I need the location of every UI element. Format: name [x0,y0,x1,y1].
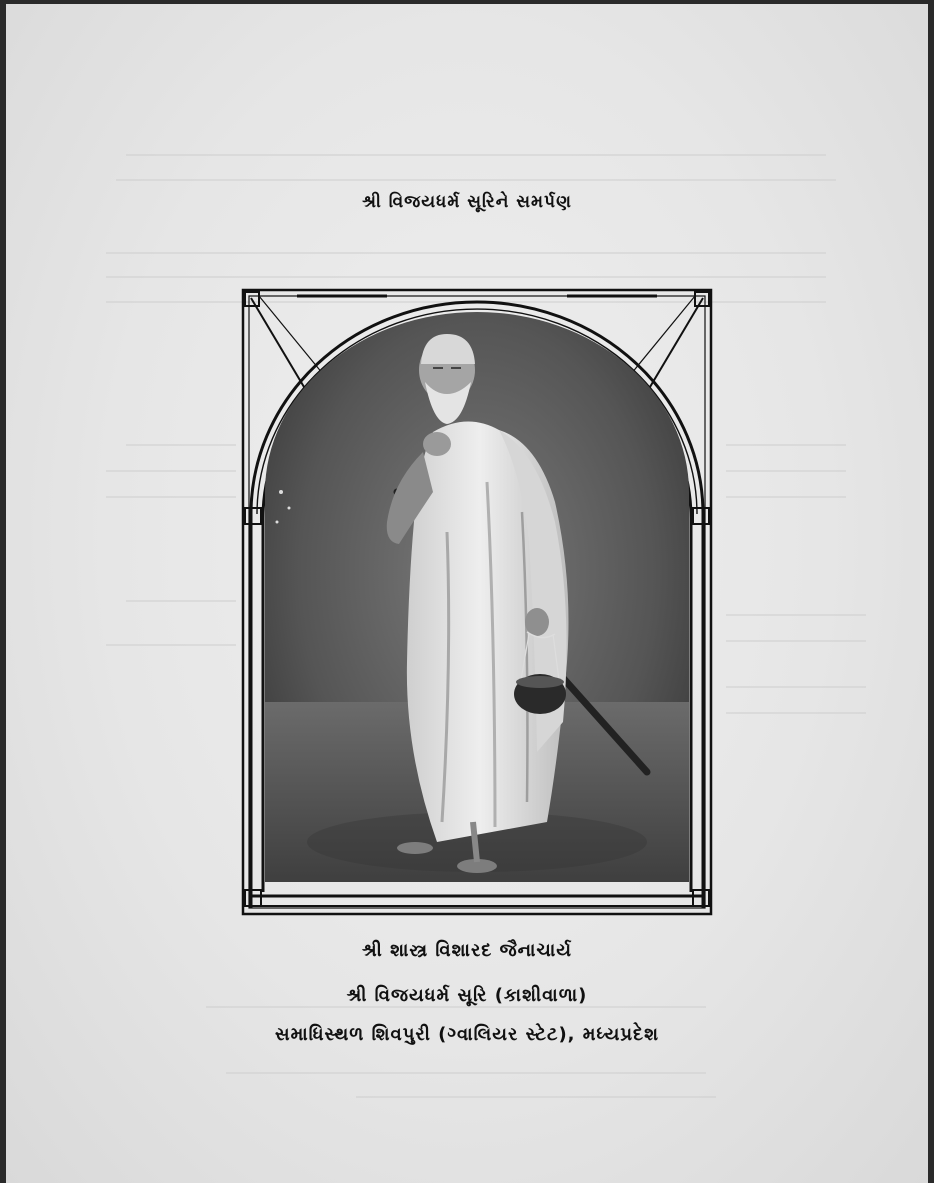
show-through-line [126,154,826,156]
show-through-line [726,470,846,472]
show-through-line [726,444,846,446]
show-through-line [106,470,236,472]
show-through-line [126,600,236,602]
document-page [6,4,928,1183]
show-through-line [726,640,866,642]
dedication-heading: શ્રી વિજયધર્મ સૂરિને સમર્પણ [362,192,572,212]
show-through-line [106,252,826,254]
show-through-line [206,1006,706,1008]
show-through-line [726,496,846,498]
show-through-line [106,496,236,498]
show-through-line [116,179,836,181]
caption-title: શ્રી શાસ્ત્ર વિશારદ જૈનાચાર્ય [362,940,572,961]
portrait-frame [237,282,717,918]
show-through-line [726,686,866,688]
show-through-line [106,644,236,646]
show-through-line [726,614,866,616]
show-through-line [356,1096,716,1098]
caption-name: શ્રી વિજયધર્મ સૂરિ (કાશીવાળા) [346,985,588,1006]
show-through-line [226,1072,706,1074]
show-through-line [726,712,866,714]
monk-portrait-icon [237,282,717,918]
show-through-line [126,444,236,446]
caption-location: સમાધિસ્થળ શિવપુરી (ગ્વાલિયર સ્ટેટ), મધ્યપ્રદેશ [274,1024,659,1045]
show-through-line [106,276,826,278]
